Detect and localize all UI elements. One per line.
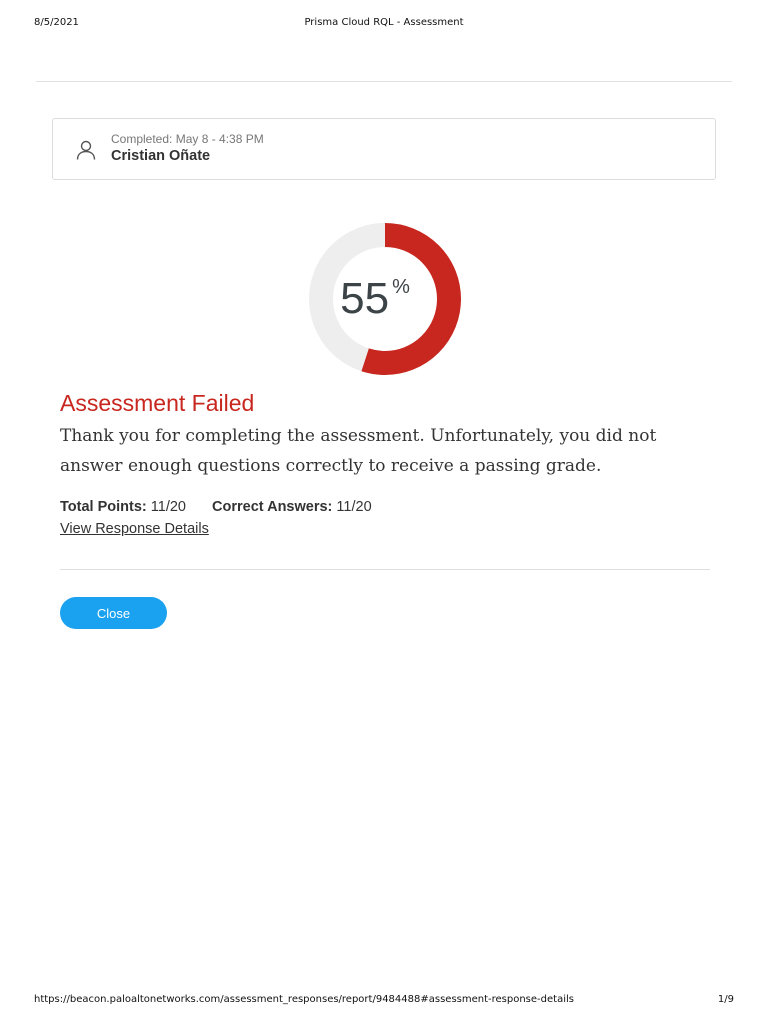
user-name: Cristian Oñate — [111, 148, 211, 164]
score-value: 55 — [340, 274, 390, 323]
print-date: 8/5/2021 — [34, 17, 79, 28]
score-unit: % — [392, 276, 410, 298]
user-card — [52, 118, 716, 180]
view-response-details-link[interactable]: View Response Details — [60, 521, 209, 537]
result-message: Thank you for completing the assessment. Unfortunately, you did not answer enough questions correctly to receive a passing grade. — [60, 426, 657, 476]
total-points-label: Total Points: — [60, 499, 147, 515]
score-stats — [60, 499, 372, 515]
completed-timestamp: Completed: May 8 - 4:38 PM — [111, 132, 264, 146]
print-page-number: 1/9 — [717, 994, 734, 1005]
user-icon — [75, 139, 97, 161]
section-divider — [60, 569, 710, 570]
correct-answers-value: 11/20 — [336, 499, 372, 515]
score-percentage — [296, 274, 454, 324]
top-divider — [36, 81, 732, 82]
print-url: https://beacon.paloaltonetworks.com/assessment_responses/report/9484488#assessment-response-details — [34, 994, 574, 1005]
correct-answers-label: Correct Answers: — [212, 499, 333, 515]
result-title: Assessment Failed — [60, 390, 255, 416]
print-title: Prisma Cloud RQL - Assessment — [304, 17, 464, 28]
close-button[interactable]: Close — [60, 597, 167, 629]
total-points-value: 11/20 — [150, 499, 186, 515]
